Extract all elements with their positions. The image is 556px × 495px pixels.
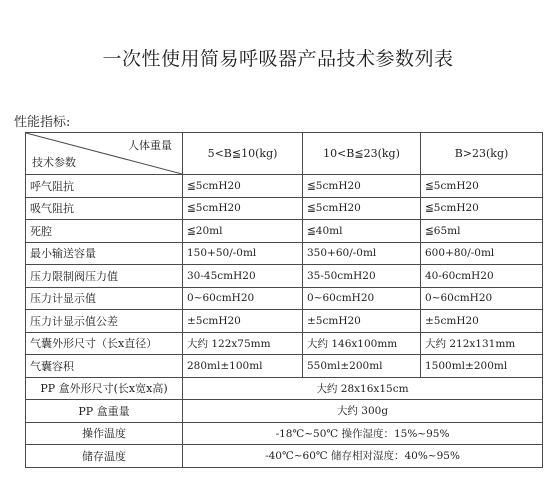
row-label: 操作温度 — [26, 422, 183, 445]
table-cell: 大约 146x100mm — [303, 332, 421, 355]
table-row — [26, 332, 543, 355]
table-cell: ±5cmH20 — [421, 310, 543, 333]
row-label: 气囊容积 — [26, 355, 183, 378]
row-label: 压力计显示值 — [26, 287, 183, 310]
row-label: 压力计显示值公差 — [26, 310, 183, 333]
parameter-header-label: 技术参数 — [32, 156, 76, 169]
weight-header-label: 人体重量 — [128, 139, 172, 152]
table-cell: 35-50cmH20 — [303, 265, 421, 288]
row-label: 最小输送容量 — [26, 242, 183, 265]
table-row — [26, 175, 543, 198]
table-row-merged — [26, 400, 543, 423]
table-row — [26, 355, 543, 378]
table-row-merged — [26, 377, 543, 400]
table-cell: 350+60/-0ml — [303, 242, 421, 265]
table-row-merged — [26, 445, 543, 468]
table-row — [26, 287, 543, 310]
table-cell: 0~60cmH20 — [183, 287, 303, 310]
row-label: 压力限制阀压力值 — [26, 265, 183, 288]
row-label: 死腔 — [26, 220, 183, 243]
table-cell: 大约 212x131mm — [421, 332, 543, 355]
table-cell: 280ml±100ml — [183, 355, 303, 378]
spec-table — [25, 132, 543, 468]
table-row — [26, 310, 543, 333]
column-header: B>23(kg) — [421, 133, 543, 175]
table-cell: ≦5cmH20 — [421, 197, 543, 220]
table-cell: 600+80/-0ml — [421, 242, 543, 265]
row-label: PP 盒重量 — [26, 400, 183, 423]
row-label: 吸气阻抗 — [26, 197, 183, 220]
table-cell: ≦20ml — [183, 220, 303, 243]
table-row — [26, 220, 543, 243]
table-cell: 0~60cmH20 — [303, 287, 421, 310]
table-cell: 30-45cmH20 — [183, 265, 303, 288]
merged-cell: 大约 28x16x15cm — [183, 377, 543, 400]
page-title: 一次性使用简易呼吸器产品技术参数列表 — [102, 48, 454, 70]
table-row — [26, 197, 543, 220]
table-cell: ≦5cmH20 — [183, 175, 303, 198]
row-label: 呼气阻抗 — [26, 175, 183, 198]
table-cell: 550ml±200ml — [303, 355, 421, 378]
merged-cell: -40℃~60℃ 储存相对湿度：40%~95% — [183, 445, 543, 468]
diagonal-header-cell — [26, 133, 183, 175]
table-row-merged — [26, 422, 543, 445]
section-label: 性能指标: — [14, 115, 71, 130]
table-cell: ≦65ml — [421, 220, 543, 243]
table-row — [26, 265, 543, 288]
table-cell: ±5cmH20 — [303, 310, 421, 333]
table-cell: ≦5cmH20 — [421, 175, 543, 198]
merged-cell: 大约 300g — [183, 400, 543, 423]
row-label: PP 盒外形尺寸(长x宽x高) — [26, 377, 183, 400]
row-label: 储存温度 — [26, 445, 183, 468]
table-cell: 150+50/-0ml — [183, 242, 303, 265]
table-cell: ≦5cmH20 — [303, 197, 421, 220]
table-header-row — [26, 133, 543, 175]
table-cell: ≦5cmH20 — [183, 197, 303, 220]
column-header: 5<B≦10(kg) — [183, 133, 303, 175]
table-cell: 1500ml±200ml — [421, 355, 543, 378]
column-header: 10<B≦23(kg) — [303, 133, 421, 175]
row-label: 气囊外形尺寸（长x直径） — [26, 332, 183, 355]
merged-cell: -18℃~50℃ 操作湿度：15%~95% — [183, 422, 543, 445]
table-row — [26, 242, 543, 265]
table-cell: ±5cmH20 — [183, 310, 303, 333]
table-cell: 40-60cmH20 — [421, 265, 543, 288]
table-cell: 0~60cmH20 — [421, 287, 543, 310]
table-cell: 大约 122x75mm — [183, 332, 303, 355]
table-cell: ≦40ml — [303, 220, 421, 243]
table-cell: ≦5cmH20 — [303, 175, 421, 198]
